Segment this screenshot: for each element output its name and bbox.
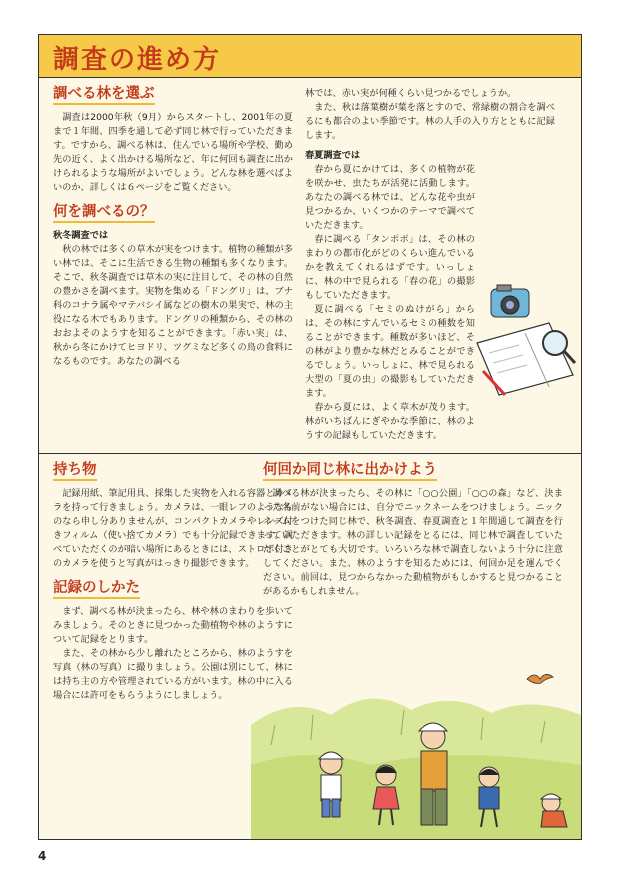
section-divider bbox=[39, 453, 581, 454]
paragraph: また、秋は落葉樹が葉を落とすので、常緑樹の割合を調べるにも都合のよい季節です。林の人手の入り方とともに記録します。 bbox=[305, 102, 555, 141]
paragraph: 春に調べる「タンポポ」は、その林のまわりの都市化がどのくらい進んでいるかを教えてくれるはずです。いっしょに、林の中で見られる「春の花」の撮影もしていただきます。 bbox=[305, 234, 475, 301]
paragraph: 秋の林では多くの草木が実をつけます。植物の種類が多い林では、そこに生活できる生物の種類も多くなります。そこで、秋冬調査では草木の実に注目して、その林の自然の豊かさを調べます。実物を集める「ドングリ」は、ブナ科のコナラ属やマテバシイ属などの樹木の果実で、林の主役になる木でもあります。ドングリの種類から、その林のおおよそのようすを知ることができます。「赤い実」は、秋から冬にかけてヒヨドリ、ツグミなど多くの鳥の食料になるものです。あなたの調べる bbox=[53, 244, 293, 367]
page-number: 4 bbox=[38, 849, 47, 863]
heading-what-to-survey: 何を調べるの？ bbox=[53, 205, 155, 223]
paragraph: 春から夏には、よく草木が茂ります。林がいちばんにぎやかな季節に、林のようすの記録もしていただきます。 bbox=[305, 402, 475, 441]
heading-belongings: 持ち物 bbox=[53, 463, 97, 481]
subheading-autumn-winter: 秋冬調査では bbox=[53, 230, 109, 241]
paragraph: 調査は2000年秋（9月）からスタートし、2001年の夏まで１年間、四季を通して必ず同じ林で行っていただきます。ですから、調べる林は、住んでいる場所や学校、勤め先の近く、よく出かける場所など、年に何回も調査に出かけられるような場所がよいでしょう。どんな林を選べばよいのか、詳しくは６ページをご覧ください。 bbox=[53, 112, 293, 193]
page-frame bbox=[38, 34, 582, 840]
heading-how-to-record: 記録のしかた bbox=[53, 581, 140, 599]
section-belongings bbox=[53, 463, 293, 571]
spring-summer-text bbox=[305, 163, 475, 443]
heading-visit-same-forest: 何回か同じ林に出かけよう bbox=[263, 463, 437, 481]
page-title: 調査の進め方 bbox=[53, 45, 222, 75]
paragraph: 林では、赤い実が何種くらい見つかるでしょうか。 bbox=[305, 88, 517, 99]
camera-notebook-illustration bbox=[469, 283, 579, 403]
family-walk-illustration bbox=[251, 685, 581, 839]
left-bottom-column bbox=[53, 463, 293, 713]
section-what-to-survey bbox=[53, 205, 293, 369]
paragraph: 春から夏にかけては、多くの植物が花を咲かせ、虫たちが活発に活動します。あなたの調べる林では、どんな花や虫が見つかるか、いくつかのテーマで調べていただきます。 bbox=[305, 164, 475, 231]
paragraph: まず、調べる林が決まったら、林や林のまわりを歩いてみましょう。そのときに見つかった動植物や林のようすについて記録をとります。 bbox=[53, 606, 293, 645]
right-bottom-column bbox=[263, 463, 563, 599]
title-bar bbox=[39, 35, 581, 78]
subheading-spring-summer: 春夏調査では bbox=[305, 150, 361, 161]
paragraph: 調べる林が決まったら、その林に「○○公園」「○○の森」など、決まった名前がない場合には、自分でニックネームをつけましょう。ニックネームをつけた同じ林で、秋冬調査、春夏調査と１年間通して調査を行っていただきます。林の詳しい記録をとるには、同じ林で調査していただくことがとても大切です。いろいろな林で調査しないよう十分に注意してください。また、林のようすを知るためには、何回か足を運んでください。前回は、見つからなかった動植物がもしかすると見つかることがあるかもしれません。 bbox=[263, 488, 563, 597]
paragraph: 夏に調べる「セミのぬけがら」からは、その林にすんでいるセミの種数を知ることができます。種数が多いほど、その林がより豊かな林だとみることができるでしょう。いっしょに、林で見られる大型の「夏の虫」の撮影もしていただきます。 bbox=[305, 304, 475, 399]
paragraph: 記録用紙、筆記用具、採集した実物を入れる容器とカメラを持って行きましょう。カメラは、一眼レフのようなものなら申し分ありませんが、コンパクトカメラやレンズ付きフィルム（使い捨てカメラ）でも十分記録できます。調べていただくのが暗い場所にあるときには、ストロボ付きのカメラを使うと写真がはっきり撮影できます。 bbox=[53, 488, 293, 569]
heading-choose-forest: 調べる林を選ぶ bbox=[53, 87, 155, 105]
paragraph: また、その林から少し離れたところから、林のようすを写真（林の写真）に撮りましょう。公園は別にして、林には持ち主の方や管理されている方がいます。林の中に入る場合には許可をもらうようにしましょう。 bbox=[53, 648, 293, 701]
section-choose-forest bbox=[53, 87, 293, 195]
left-top-column bbox=[53, 87, 293, 379]
